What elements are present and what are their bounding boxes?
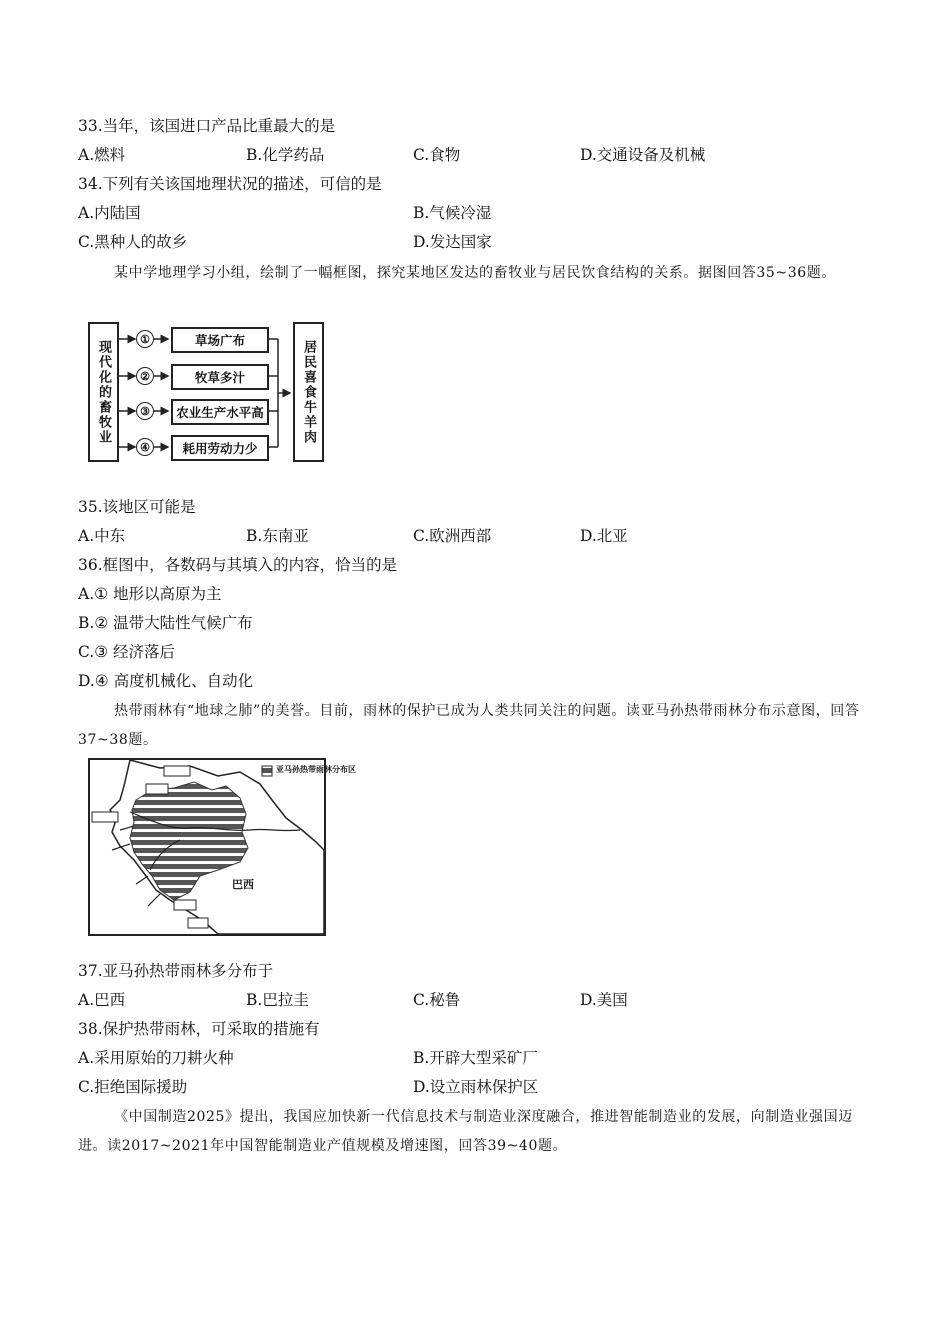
flowchart-source-box <box>88 322 119 462</box>
flowchart-figure <box>88 322 328 464</box>
q34-option-a: A.内陆国 <box>78 204 141 222</box>
intro-39-40: 《中国制造2025》提出，我国应加快新一代信息技术与制造业深度融合，推进智能制造业的发展，向制造业强国迈进。读2017~2021年中国智能制造业产值规模及增速图，回答39~40题。 <box>78 1109 853 1154</box>
q36-option-d: D.④ 高度机械化、自动化 <box>78 672 254 690</box>
q34-option-d: D.发达国家 <box>413 233 492 251</box>
q34-option-b: B.气候冷湿 <box>413 204 492 222</box>
flowchart-result-label: 居民喜食牛羊肉 <box>301 339 316 445</box>
q33-option-d: D.交通设备及机械 <box>580 146 706 164</box>
q35-option-c: C.欧洲西部 <box>413 527 492 545</box>
flowchart-item-1: 草场广布 <box>171 327 269 353</box>
q36-option-a: A.① 地形以高原为主 <box>78 585 222 603</box>
amazon-map-drawing <box>90 760 324 934</box>
map-country-label-brazil: 巴西 <box>232 878 254 891</box>
q38-option-b: B.开辟大型采矿厂 <box>413 1049 538 1067</box>
map-legend-label: 亚马孙热带雨林分布区 <box>276 764 356 774</box>
q37-option-d: D.美国 <box>580 991 628 1009</box>
q38-option-a: A.采用原始的刀耕火种 <box>78 1049 234 1067</box>
q37-option-c: C.秘鲁 <box>413 991 461 1009</box>
flowchart-number-3: ③ <box>136 402 154 420</box>
q38-option-d: D.设立雨林保护区 <box>413 1078 539 1096</box>
amazon-map <box>88 758 356 936</box>
q33-option-b: B.化学药品 <box>246 146 325 164</box>
q37-option-a: A.巴西 <box>78 991 126 1009</box>
flowchart-source-label: 现代化的畜牧业 <box>96 339 111 445</box>
q38-option-c: C.拒绝国际援助 <box>78 1078 188 1096</box>
question-34-stem: 34.下列有关该国地理状况的描述，可信的是 <box>78 175 382 193</box>
q33-option-a: A.燃料 <box>78 146 126 164</box>
question-35-stem: 35.该地区可能是 <box>78 498 196 516</box>
flowchart-number-2: ② <box>136 367 154 385</box>
question-37-stem: 37.亚马孙热带雨林多分布于 <box>78 962 274 980</box>
q35-option-b: B.东南亚 <box>246 527 309 545</box>
q37-option-b: B.巴拉圭 <box>246 991 309 1009</box>
q36-option-b: B.② 温带大陆性气候广布 <box>78 614 253 632</box>
q34-option-c: C.黑种人的故乡 <box>78 233 188 251</box>
flowchart-number-4: ④ <box>136 438 154 456</box>
flowchart-result-box <box>293 322 324 462</box>
question-33-stem: 33.当年，该国进口产品比重最大的是 <box>78 117 336 135</box>
flowchart-number-1: ① <box>136 330 154 348</box>
flowchart-item-3: 农业生产水平高 <box>171 399 269 425</box>
question-38-stem: 38.保护热带雨林，可采取的措施有 <box>78 1020 320 1038</box>
flowchart-item-2: 牧草多汁 <box>171 364 269 390</box>
intro-37-38: 热带雨林有“地球之肺”的美誉。目前，雨林的保护已成为人类共同关注的问题。读亚马孙热带雨林分布示意图，回答37~38题。 <box>78 703 860 748</box>
q35-option-a: A.中东 <box>78 527 126 545</box>
q35-option-d: D.北亚 <box>580 527 628 545</box>
q36-option-c: C.③ 经济落后 <box>78 643 176 661</box>
intro-35-36: 某中学地理学习小组，绘制了一幅框图，探究某地区发达的畜牧业与居民饮食结构的关系。据图回答35~36题。 <box>114 265 836 281</box>
flowchart-item-4: 耗用劳动力少 <box>171 435 269 461</box>
q33-option-c: C.食物 <box>413 146 461 164</box>
question-36-stem: 36.框图中，各数码与其填入的内容，恰当的是 <box>78 556 398 574</box>
